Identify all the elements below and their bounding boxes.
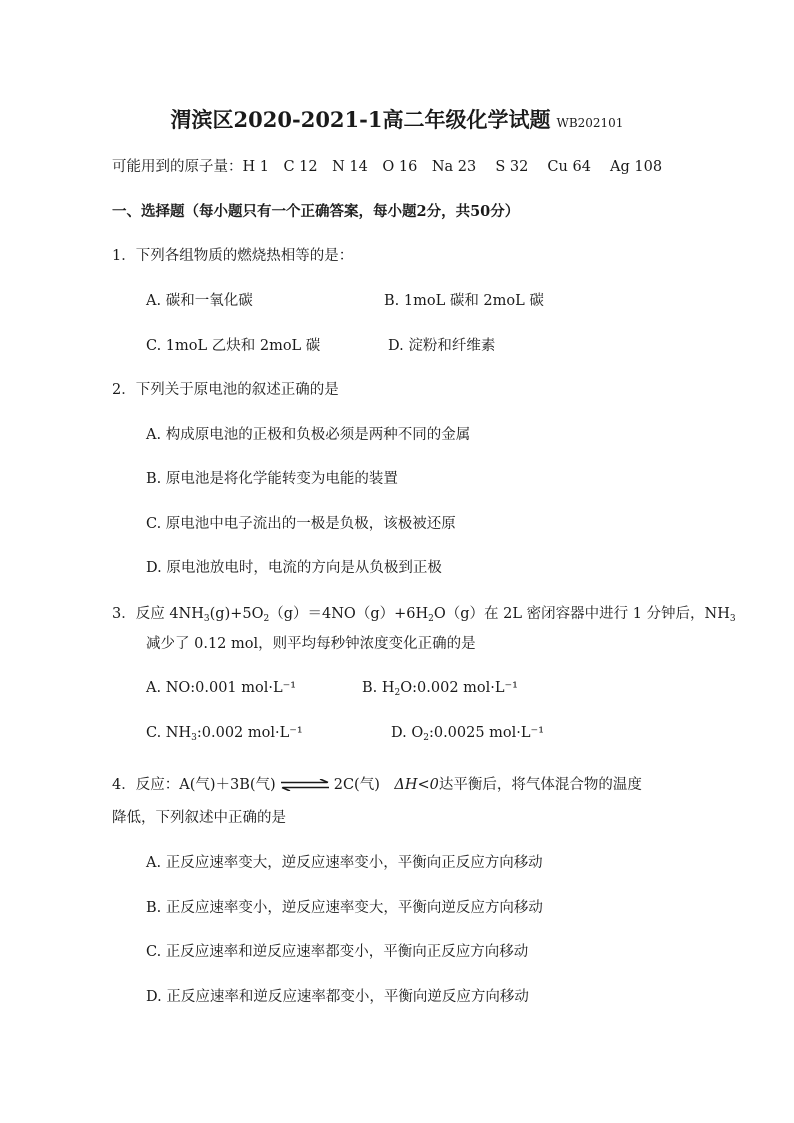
q3-sub-4: 3 [729,614,736,624]
q4-text-3: 达平衡后，将气体混合物的温度 [438,777,642,793]
question-3-option-b [362,678,518,698]
question-1-stem: 1．下列各组物质的燃烧热相等的是： [112,248,354,264]
q3-c-post: :0.002 mol·L⁻¹ [196,725,303,741]
section-heading: 一、选择题（每小题只有一个正确答案，每小题2分，共50分） [112,203,520,220]
question-2-option-d: D. 原电池放电时，电流的方向是从负极到正极 [146,560,442,576]
question-2-option-b: B. 原电池是将化学能转变为电能的装置 [146,471,398,487]
q4-text-2: 2C(气) [333,777,395,793]
question-2-option-a: A. 构成原电池的正极和负极必须是两种不同的金属 [146,427,471,443]
q3-d-sub: 2 [423,733,429,743]
question-3-option-a: A. NO:0.001 mol·L⁻¹ [146,680,297,696]
q3-b-sub: 2 [394,688,401,698]
q3-text-2: (g)+5O [209,606,264,622]
question-3-option-d [391,723,544,743]
question-1-option-a: A. 碳和一氧化碳 [146,293,253,309]
q3-d-post: :0.0025 mol·L⁻¹ [428,725,545,741]
q3-c-sub: 3 [191,733,197,743]
question-4-stem [112,775,642,795]
q3-text-3: （g）＝4NO（g）+6H [269,606,429,622]
question-2-stem: 2．下列关于原电池的叙述正确的是 [112,382,339,398]
atomic-masses-line: 可能用到的原子量：H 1 C 12 N 14 O 16 Na 23 S 32 Cu 64 Ag 108 [112,159,663,175]
exam-title-text: 渭滨区2020-2021-1高二年级化学试题 [170,107,551,132]
q3-sub-2: 2 [263,614,270,624]
q3-b-pre: B. H [362,680,395,696]
question-1-option-d: D. 淀粉和纤维素 [388,338,496,354]
equilibrium-arrow-icon [280,779,330,791]
question-3-option-c [146,723,303,743]
exam-title [0,106,794,137]
question-4-option-d: D. 正反应速率和逆反应速率都变小，平衡向逆反应方向移动 [146,989,529,1005]
question-2-option-c: C. 原电池中电子流出的一极是负极，该极被还原 [146,516,456,532]
q3-text-1: 3．反应 4NH [112,606,204,622]
question-3-stem-line-2: 减少了 0.12 mol，则平均每秒钟浓度变化正确的是 [146,636,476,652]
question-3-stem [112,604,736,624]
q4-text-1: 4．反应：A(气)＋3B(气) [112,777,276,793]
q4-delta-h: ΔH<0 [394,777,439,793]
question-1-option-b: B. 1moL 碳和 2moL 碳 [384,293,544,309]
question-4-option-c: C. 正反应速率和逆反应速率都变小，平衡向正反应方向移动 [146,944,529,960]
q3-text-4: O（g）在 2L 密闭容器中进行 1 分钟后，NH [433,606,730,622]
question-1-option-c: C. 1moL 乙炔和 2moL 碳 [146,338,321,354]
question-4-option-b: B. 正反应速率变小，逆反应速率变大，平衡向逆反应方向移动 [146,900,543,916]
exam-code: WB202101 [556,116,624,130]
question-4-stem-line-2: 降低，下列叙述中正确的是 [112,810,286,826]
q3-d-pre: D. O [391,725,424,741]
q3-c-pre: C. NH [146,725,192,741]
question-4-option-a: A. 正反应速率变大，逆反应速率变小，平衡向正反应方向移动 [146,855,543,871]
q3-sub-1: 3 [203,614,210,624]
q3-b-post: O:0.002 mol·L⁻¹ [400,680,518,696]
q3-sub-3: 2 [428,614,434,624]
